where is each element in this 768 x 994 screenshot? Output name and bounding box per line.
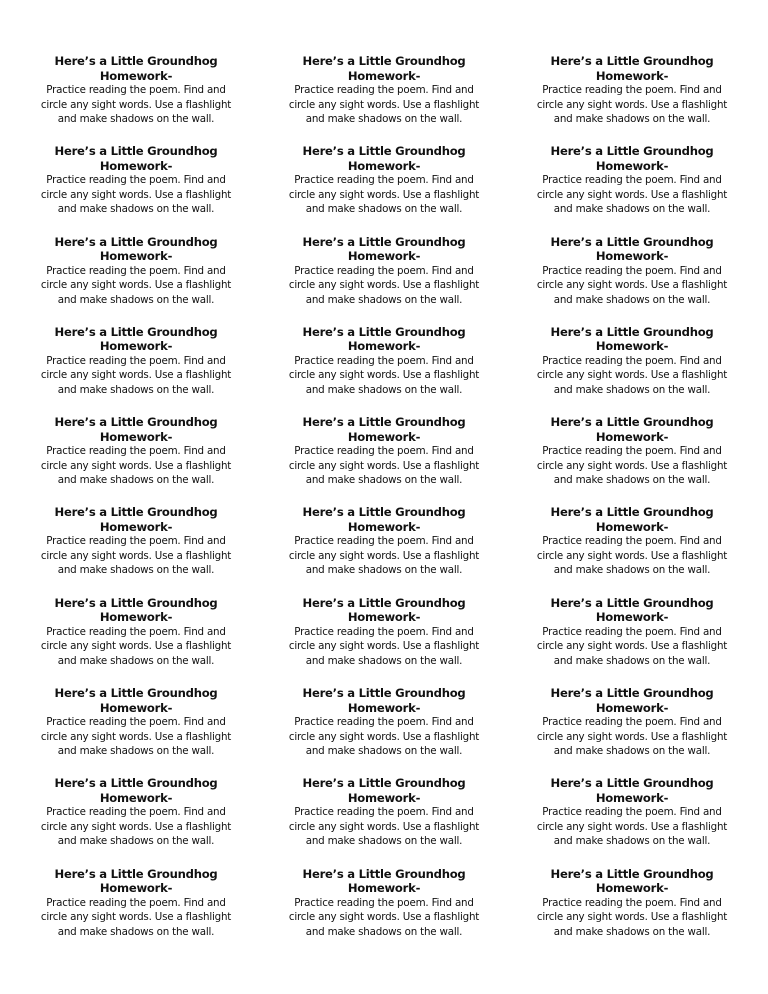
label-title: Here’s a Little Groundhog Homework- [54, 54, 218, 83]
label-instructions: Practice reading the poem. Find and circle any sight words. Use a flashlight and make shadows on the wall. [536, 535, 728, 577]
label-title: Here’s a Little Groundhog Homework- [54, 866, 218, 896]
label-instructions: Practice reading the poem. Find and circle any sight words. Use a flashlight and make shadows on the wall. [40, 264, 232, 306]
label-instructions: Practice reading the poem. Find and circle any sight words. Use a flashlight and make shadows on the wall. [288, 716, 480, 758]
label-title: Here’s a Little Groundhog Homework- [550, 144, 714, 173]
label-title: Here’s a Little Groundhog Homework- [54, 144, 218, 173]
label-title: Here’s a Little Groundhog Homework- [54, 415, 218, 444]
label-instructions: Practice reading the poem. Find and circle any sight words. Use a flashlight and make shadows on the wall. [40, 625, 232, 667]
label-instructions: Practice reading the poem. Find and circle any sight words. Use a flashlight and make shadows on the wall. [288, 264, 480, 306]
label-title: Here’s a Little Groundhog Homework- [54, 324, 218, 354]
homework-label [36, 54, 236, 144]
homework-label [36, 415, 236, 505]
label-instructions: Practice reading the poem. Find and circle any sight words. Use a flashlight and make shadows on the wall. [288, 625, 480, 667]
label-title: Here’s a Little Groundhog Homework- [550, 234, 714, 264]
label-title: Here’s a Little Groundhog Homework- [54, 595, 218, 625]
label-instructions: Practice reading the poem. Find and circle any sight words. Use a flashlight and make shadows on the wall. [536, 174, 728, 216]
label-title: Here’s a Little Groundhog Homework- [550, 54, 714, 83]
label-title: Here’s a Little Groundhog Homework- [302, 234, 466, 264]
label-title: Here’s a Little Groundhog Homework- [302, 324, 466, 354]
homework-label [36, 867, 236, 957]
homework-label [36, 505, 236, 595]
homework-label [532, 144, 732, 234]
label-instructions: Practice reading the poem. Find and circle any sight words. Use a flashlight and make shadows on the wall. [40, 445, 232, 487]
label-instructions: Practice reading the poem. Find and circle any sight words. Use a flashlight and make shadows on the wall. [40, 716, 232, 758]
label-title: Here’s a Little Groundhog Homework- [302, 866, 466, 896]
label-instructions: Practice reading the poem. Find and circle any sight words. Use a flashlight and make shadows on the wall. [288, 84, 480, 125]
label-instructions: Practice reading the poem. Find and circle any sight words. Use a flashlight and make shadows on the wall. [40, 354, 232, 396]
label-title: Here’s a Little Groundhog Homework- [550, 595, 714, 625]
homework-label [284, 596, 484, 686]
homework-label [532, 776, 732, 866]
homework-label [284, 325, 484, 415]
label-instructions: Practice reading the poem. Find and circle any sight words. Use a flashlight and make shadows on the wall. [40, 84, 232, 125]
label-title: Here’s a Little Groundhog Homework- [302, 776, 466, 805]
label-instructions: Practice reading the poem. Find and circle any sight words. Use a flashlight and make shadows on the wall. [536, 354, 728, 396]
label-title: Here’s a Little Groundhog Homework- [550, 866, 714, 896]
label-title: Here’s a Little Groundhog Homework- [550, 686, 714, 715]
label-instructions: Practice reading the poem. Find and circle any sight words. Use a flashlight and make shadows on the wall. [40, 174, 232, 216]
homework-label [36, 596, 236, 686]
label-title: Here’s a Little Groundhog Homework- [302, 144, 466, 173]
homework-label [284, 54, 484, 144]
label-instructions: Practice reading the poem. Find and circle any sight words. Use a flashlight and make shadows on the wall. [536, 806, 728, 848]
label-instructions: Practice reading the poem. Find and circle any sight words. Use a flashlight and make shadows on the wall. [40, 896, 232, 938]
label-title: Here’s a Little Groundhog Homework- [550, 776, 714, 805]
label-instructions: Practice reading the poem. Find and circle any sight words. Use a flashlight and make shadows on the wall. [536, 896, 728, 938]
homework-label [284, 235, 484, 325]
label-instructions: Practice reading the poem. Find and circle any sight words. Use a flashlight and make shadows on the wall. [288, 354, 480, 396]
homework-label [36, 144, 236, 234]
label-title: Here’s a Little Groundhog Homework- [302, 595, 466, 625]
label-instructions: Practice reading the poem. Find and circle any sight words. Use a flashlight and make shadows on the wall. [536, 625, 728, 667]
homework-label [532, 54, 732, 144]
homework-label [532, 596, 732, 686]
label-instructions: Practice reading the poem. Find and circle any sight words. Use a flashlight and make shadows on the wall. [536, 716, 728, 758]
homework-label [532, 867, 732, 957]
label-title: Here’s a Little Groundhog Homework- [54, 234, 218, 264]
label-instructions: Practice reading the poem. Find and circle any sight words. Use a flashlight and make shadows on the wall. [288, 896, 480, 938]
label-title: Here’s a Little Groundhog Homework- [550, 505, 714, 534]
label-title: Here’s a Little Groundhog Homework- [550, 324, 714, 354]
label-instructions: Practice reading the poem. Find and circle any sight words. Use a flashlight and make shadows on the wall. [536, 264, 728, 306]
homework-label [284, 415, 484, 505]
homework-label [284, 686, 484, 776]
label-instructions: Practice reading the poem. Find and circle any sight words. Use a flashlight and make shadows on the wall. [288, 174, 480, 216]
label-instructions: Practice reading the poem. Find and circle any sight words. Use a flashlight and make shadows on the wall. [40, 806, 232, 848]
homework-label [36, 325, 236, 415]
label-title: Here’s a Little Groundhog Homework- [302, 686, 466, 715]
label-instructions: Practice reading the poem. Find and circle any sight words. Use a flashlight and make shadows on the wall. [536, 84, 728, 125]
homework-label [36, 235, 236, 325]
homework-label [532, 505, 732, 595]
label-title: Here’s a Little Groundhog Homework- [302, 505, 466, 534]
label-title: Here’s a Little Groundhog Homework- [302, 54, 466, 83]
label-instructions: Practice reading the poem. Find and circle any sight words. Use a flashlight and make shadows on the wall. [288, 806, 480, 848]
homework-label [284, 144, 484, 234]
homework-label [284, 505, 484, 595]
homework-label [284, 776, 484, 866]
label-title: Here’s a Little Groundhog Homework- [54, 686, 218, 715]
homework-label [36, 776, 236, 866]
label-title: Here’s a Little Groundhog Homework- [54, 776, 218, 805]
homework-label [532, 415, 732, 505]
label-instructions: Practice reading the poem. Find and circle any sight words. Use a flashlight and make shadows on the wall. [536, 445, 728, 487]
label-sheet [36, 54, 768, 957]
label-title: Here’s a Little Groundhog Homework- [550, 415, 714, 444]
label-instructions: Practice reading the poem. Find and circle any sight words. Use a flashlight and make shadows on the wall. [288, 445, 480, 487]
homework-label [36, 686, 236, 776]
label-instructions: Practice reading the poem. Find and circle any sight words. Use a flashlight and make shadows on the wall. [40, 535, 232, 577]
homework-label [532, 235, 732, 325]
label-title: Here’s a Little Groundhog Homework- [302, 415, 466, 444]
label-instructions: Practice reading the poem. Find and circle any sight words. Use a flashlight and make shadows on the wall. [288, 535, 480, 577]
label-title: Here’s a Little Groundhog Homework- [54, 505, 218, 534]
homework-label [284, 867, 484, 957]
homework-label [532, 325, 732, 415]
homework-label [532, 686, 732, 776]
